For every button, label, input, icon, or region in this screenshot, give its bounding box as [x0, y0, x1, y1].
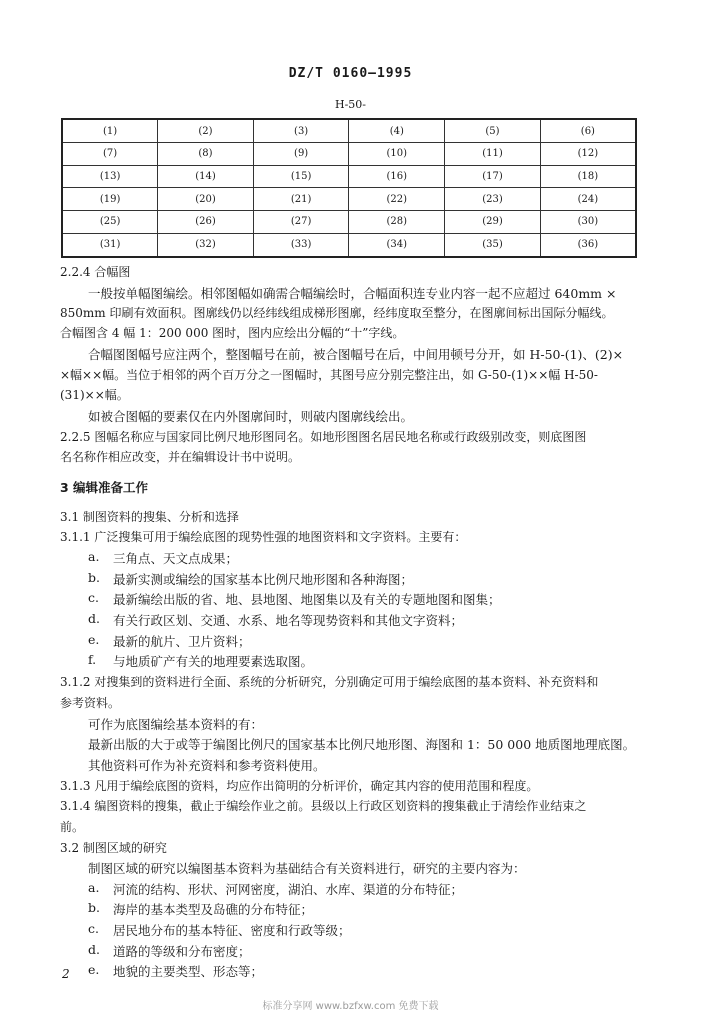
table-cell: (2): [158, 119, 254, 143]
section-3-1-3: 3.1.3 凡用于编绘底图的资料，均应作出简明的分析评价，确定其内容的使用范围和程度。: [60, 779, 539, 793]
paragraph-line: 合幅图含 4 幅 1：200 000 图时，图内应绘出分幅的“十”字线。: [60, 326, 405, 340]
table-cell: (14): [158, 165, 254, 188]
document-header: DZ/T 0160—1995: [288, 66, 413, 81]
list-item: 地貌的主要类型、形态等；: [113, 964, 264, 979]
table-row: [62, 119, 636, 143]
paragraph-line: 可作为底图编绘基本资料的有：: [88, 717, 264, 732]
table-cell: (33): [253, 233, 349, 257]
table-cell: (31): [62, 233, 158, 257]
table-cell: (10): [349, 143, 445, 166]
section-3-1-2: 3.1.2 对搜集到的资料进行全面、系统的分析研究，分别确定可用于编绘底图的基本资料、补充资料和: [60, 675, 599, 689]
table-cell: (13): [62, 165, 158, 188]
list-item: 河流的结构、形状、河网密度，湖泊、水库、渠道的分布特征；: [113, 882, 464, 897]
table-cell: (5): [445, 119, 541, 143]
list-marker: a.: [88, 549, 100, 564]
table-row: [62, 188, 636, 211]
table-cell: (12): [540, 143, 636, 166]
list-marker: c.: [88, 921, 99, 936]
table-cell: (16): [349, 165, 445, 188]
paragraph-line: 制图区域的研究以编图基本资料为基础结合有关资料进行，研究的主要内容为：: [88, 861, 526, 876]
list-marker: d.: [88, 942, 100, 957]
section-2-2-5: 2.2.5 图幅名称应与国家同比例尺地形图同名。如地形图图名居民地名称或行政级别改变，则底图图: [60, 430, 587, 444]
paragraph-line: 850mm 印刷有效面积。图廓线仍以经纬线组成梯形图廓，经纬度取至整分，在图廓间标出国际分幅线。: [60, 306, 614, 320]
table-cell: (29): [445, 211, 541, 234]
table-row: [62, 143, 636, 166]
page-number: 2: [62, 967, 70, 981]
table-cell: (30): [540, 211, 636, 234]
list-item: 最新实测或编绘的国家基本比例尺地形图和各种海图；: [113, 572, 414, 587]
paragraph-line: 参考资料。: [60, 696, 121, 710]
paragraph-line: 如被合图幅的要素仅在内外图廓间时，则破内图廓线绘出。: [88, 409, 414, 424]
paragraph-line: ×幅××幅。当位于相邻的两个百万分之一图幅时，其图号应分别完整注出，如 G-50-(1)××幅 H-50-: [60, 368, 598, 382]
table-cell: (19): [62, 188, 158, 211]
table-cell: (7): [62, 143, 158, 166]
paragraph-line: 合幅图图幅号应注两个，整图幅号在前，被合图幅号在后，中间用顿号分开，如 H-50-(1)、(2)×: [88, 347, 624, 362]
list-marker: f.: [88, 652, 97, 667]
section-3-1-1: 3.1.1 广泛搜集可用于编绘底图的现势性强的地图资料和文字资料。主要有：: [60, 530, 467, 544]
table-cell: (21): [253, 188, 349, 211]
list-item: 海岸的基本类型及岛礁的分布特征；: [113, 902, 314, 917]
paragraph-line: 最新出版的大于或等于编图比例尺的国家基本比例尺地形图、海图和 1：50 000 地质图地理底图。: [88, 737, 636, 752]
list-item: 与地质矿产有关的地理要素选取图。: [113, 654, 314, 669]
table-row: [62, 211, 636, 234]
paragraph-line: 名名称作相应改变，并在编辑设计书中说明。: [60, 450, 301, 464]
table-row: [62, 233, 636, 257]
watermark-footer: 标准分享网 www.bzfxw.com 免费下载: [262, 1001, 439, 1012]
list-marker: e.: [88, 632, 100, 647]
list-marker: a.: [88, 880, 100, 895]
table-cell: (18): [540, 165, 636, 188]
paragraph-line: 其他资料可作为补充资料和参考资料使用。: [88, 758, 326, 773]
list-marker: c.: [88, 590, 99, 605]
list-item: 有关行政区划、交通、水系、地名等现势资料和其他文字资料；: [113, 613, 464, 628]
table-cell: (8): [158, 143, 254, 166]
table-caption: H-50-: [334, 98, 367, 111]
table-cell: (1): [62, 119, 158, 143]
table-cell: (23): [445, 188, 541, 211]
list-item: 三角点、天文点成果；: [113, 551, 239, 566]
table-cell: (25): [62, 211, 158, 234]
table-cell: (35): [445, 233, 541, 257]
list-marker: d.: [88, 611, 100, 626]
table-cell: (34): [349, 233, 445, 257]
list-item: 居民地分布的基本特征、密度和行政等级；: [113, 923, 351, 938]
table-cell: (28): [349, 211, 445, 234]
table-cell: (20): [158, 188, 254, 211]
table-cell: (27): [253, 211, 349, 234]
section-3-1-4: 3.1.4 编图资料的搜集，截止于编绘作业之前。县级以上行政区划资料的搜集截止于清绘作业结束之: [60, 799, 587, 813]
paragraph-line: (31)××幅。: [60, 388, 129, 402]
list-marker: e.: [88, 962, 100, 977]
list-item: 最新编绘出版的省、地、县地图、地图集以及有关的专题地图和图集；: [113, 592, 501, 607]
section-3-2-heading: 3.2 制图区域的研究: [60, 841, 167, 855]
table-cell: (6): [540, 119, 636, 143]
list-item: 道路的等级和分布密度；: [113, 944, 251, 959]
section-2-2-4-heading: 2.2.4 合幅图: [60, 265, 131, 279]
table-cell: (4): [349, 119, 445, 143]
table-cell: (36): [540, 233, 636, 257]
sheet-number-table: [61, 118, 637, 258]
table-cell: (15): [253, 165, 349, 188]
table-row: [62, 165, 636, 188]
section-3-1-heading: 3.1 制图资料的搜集、分析和选择: [60, 510, 239, 524]
table-cell: (22): [349, 188, 445, 211]
table-cell: (9): [253, 143, 349, 166]
table-cell: (17): [445, 165, 541, 188]
table-cell: (3): [253, 119, 349, 143]
table-cell: (24): [540, 188, 636, 211]
list-marker: b.: [88, 570, 100, 585]
table-cell: (11): [445, 143, 541, 166]
paragraph-line: 一般按单幅图编绘。相邻图幅如确需合幅编绘时，合幅面积连专业内容一起不应超过 640mm ×: [88, 286, 617, 301]
paragraph-line: 前。: [60, 820, 85, 834]
list-marker: b.: [88, 900, 100, 915]
table-cell: (26): [158, 211, 254, 234]
table-cell: (32): [158, 233, 254, 257]
list-item: 最新的航片、卫片资料；: [113, 634, 251, 649]
chapter-3-heading: 3 编辑准备工作: [60, 480, 149, 495]
